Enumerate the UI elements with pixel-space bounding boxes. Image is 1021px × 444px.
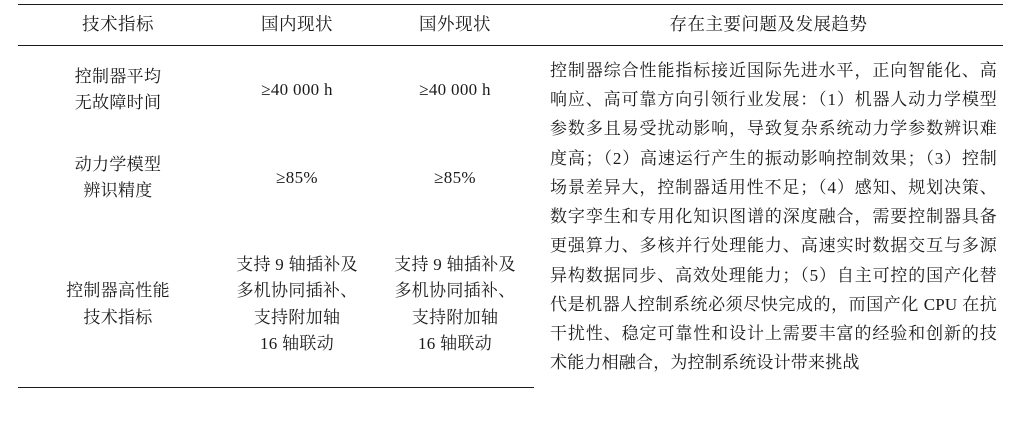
row-label-line: 控制器平均 [74,66,162,86]
header-cell-domestic-status: 国内现状 [218,5,376,46]
cell-line: 支持 9 轴插补及 [394,255,516,275]
cell-line: 16 轴联动 [417,334,493,354]
cell-foreign-high-performance [376,222,534,387]
cell-foreign-accuracy: ≥85% [434,168,476,188]
row-label-line: 无故障时间 [74,93,162,113]
issues-trends-text: 控制器综合性能指标接近国际先进水平，正向智能化、高响应、高可靠方向引领行业发展：（1）机器人动力学模型参数多且易受扰动影响，导致复杂系统动力学参数辨识难度高；（2）高速运行产生的振动影响控制效果；（3）控制场景差异大，控制器适用性不足；（4）感知、规划决策、数字孪生和专用化知识图谱的深度融合，需要控制器具备更强算力、多核并行处理能力、高速实时数据交互与多源异构数据同步、高效处理能力；（5）自主可控的国产化替代是机器人控制系统必须尽快完成的，而国产化 CPU 在抗干扰性、稳定可靠性和设计上需要丰富的经验和创新的技术能力相融合，为控制系统设计带来挑战 [550,61,997,373]
row-label-line: 技术指标 [83,307,153,327]
cell-line: 支持附加轴 [253,307,341,327]
table-body [18,46,1003,388]
cell-line: 多机协同插补、 [394,281,516,301]
cell-domestic-accuracy: ≥85% [276,168,318,188]
document-page [0,4,1021,444]
cell-line: 支持 9 轴插补及 [236,255,358,275]
row-label-line: 控制器高性能 [66,281,170,301]
row-label-line: 辨识精度 [83,181,153,201]
spec-table [18,4,1003,388]
header-row [18,5,1003,46]
cell-line: 16 轴联动 [259,334,335,354]
table-row [18,46,1003,135]
cell-domestic-high-performance [218,222,376,387]
row-label-dynamic-model-accuracy [18,134,218,222]
header-cell-issues-trends: 存在主要问题及发展趋势 [534,5,1003,46]
cell-domestic-mtbf: ≥40 000 h [261,79,333,99]
row-label-mtbf [18,46,218,135]
cell-line: 支持附加轴 [411,307,499,327]
header-cell-foreign-status: 国外现状 [376,5,534,46]
table-header [18,5,1003,46]
cell-foreign-mtbf: ≥40 000 h [419,79,491,99]
row-label-line: 动力学模型 [74,154,162,174]
header-cell-technical-index: 技术指标 [18,5,218,46]
cell-line: 多机协同插补、 [236,281,358,301]
row-label-high-performance-index [18,222,218,387]
cell-issues-trends [534,46,1003,388]
